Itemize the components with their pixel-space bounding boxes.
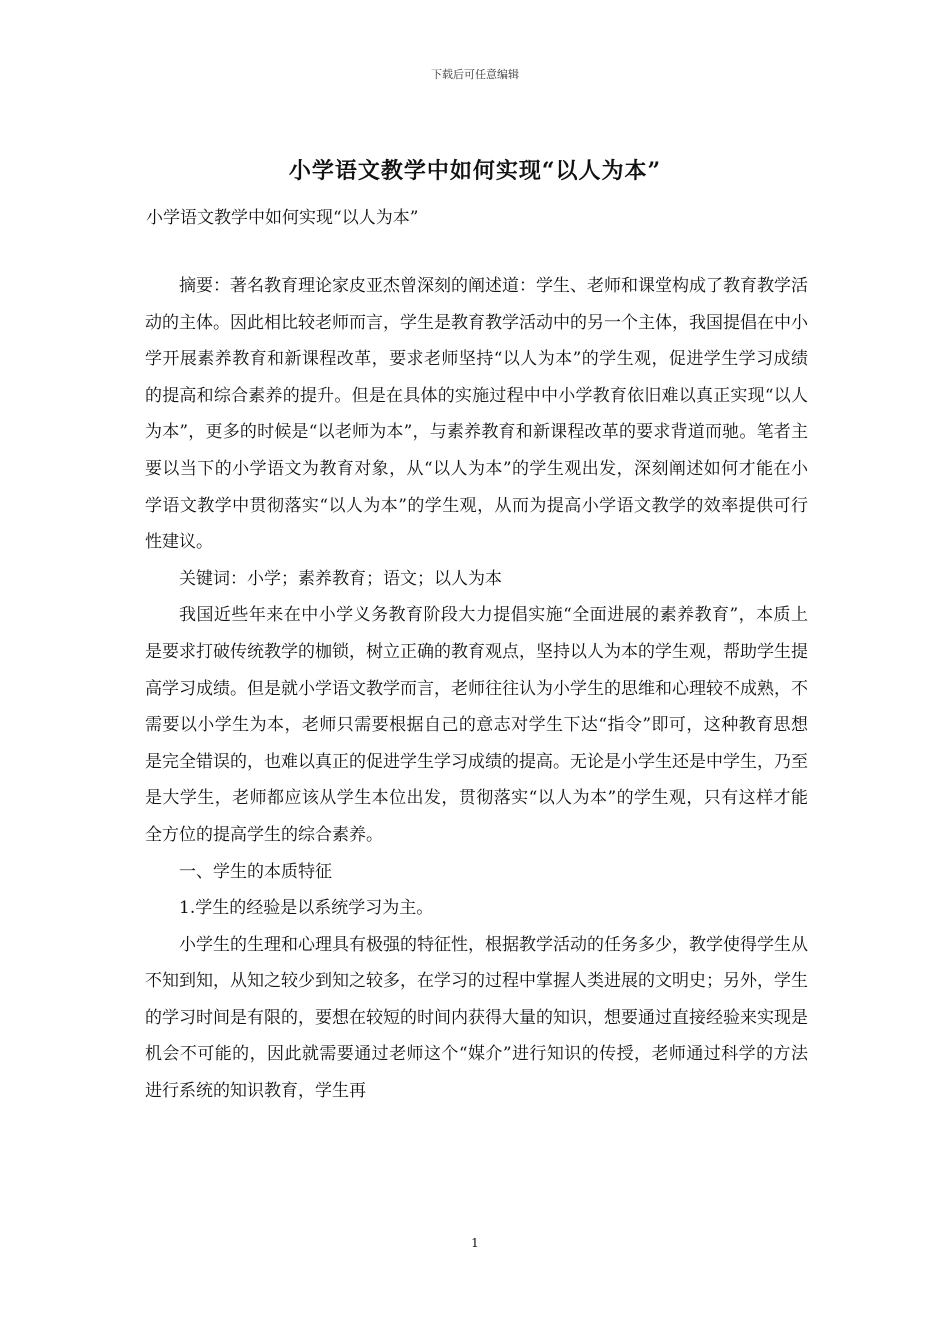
intro-paragraph: 我国近些年来在中小学义务教育阶段大力提倡实施“全面进展的素养教育”，本质上是要求打破传统教学的枷锁，树立正确的教育观点，坚持以人为本的学生观，帮助学生提高学习成绩。但是就小学语文教学而言，老师往往认为小学生的思维和心理较不成熟，不需要以小学生为本，老师只需要根据自己的意志对学生下达“指令”即可，这种教育思想是完全错误的，也难以真正的促进学生学习成绩的提高。无论是小学生还是中学生，乃至是大学生，老师都应该从学生本位出发，贯彻落实“以人为本”的学生观，只有这样才能全方位的提高学生的综合素养。: [145, 605, 808, 845]
section-heading: 一、学生的本质特征: [179, 861, 332, 882]
page-number: 1: [471, 1236, 479, 1250]
abstract-paragraph: 摘要：著名教育理论家皮亚杰曾深刻的阐述道：学生、老师和课堂构成了教育教学活动的主体。因此相比较老师而言，学生是教育教学活动中的另一个主体，我国提倡在中小学开展素养教育和新课程改革，要求老师坚持“以人为本”的学生观，促进学生学习成绩的提高和综合素养的提升。但是在具体的实施过程中中小学教育依旧难以真正实现“以人为本”，更多的时候是“以老师为本”，与素养教育和新课程改革的要求背道而驰。笔者主要以当下的小学语文为教育对象，从“以人为本”的学生观出发，深刻阐述如何才能在小学语文教学中贯彻落实“以人为本”的学生观，从而为提高小学语文教学的效率提供可行性建议。: [145, 276, 808, 553]
keywords-paragraph: 关键词：小学；素养教育；语文；以人为本: [179, 568, 502, 589]
document-title: 小学语文教学中如何实现“以人为本”: [288, 158, 662, 184]
subsection-heading: 1.学生的经验是以系统学习为主。: [179, 898, 434, 919]
document-body: [145, 268, 808, 1110]
body-paragraph: 小学生的生理和心理具有极强的特征性，根据教学活动的任务多少，教学使得学生从不知到知，从知之较少到知之较多，在学习的过程中掌握人类进展的文明史；另外，学生的学习时间是有限的，要想在较短的时间内获得大量的知识，想要通过直接经验来实现是机会不可能的，因此就需要通过老师这个“媒介”进行知识的传授，老师通过科学的方法进行系统的知识教育，学生再: [145, 934, 808, 1102]
page-header-note: 下载后可任意编辑: [431, 68, 519, 81]
document-subtitle: 小学语文教学中如何实现“以人为本”: [146, 208, 419, 228]
